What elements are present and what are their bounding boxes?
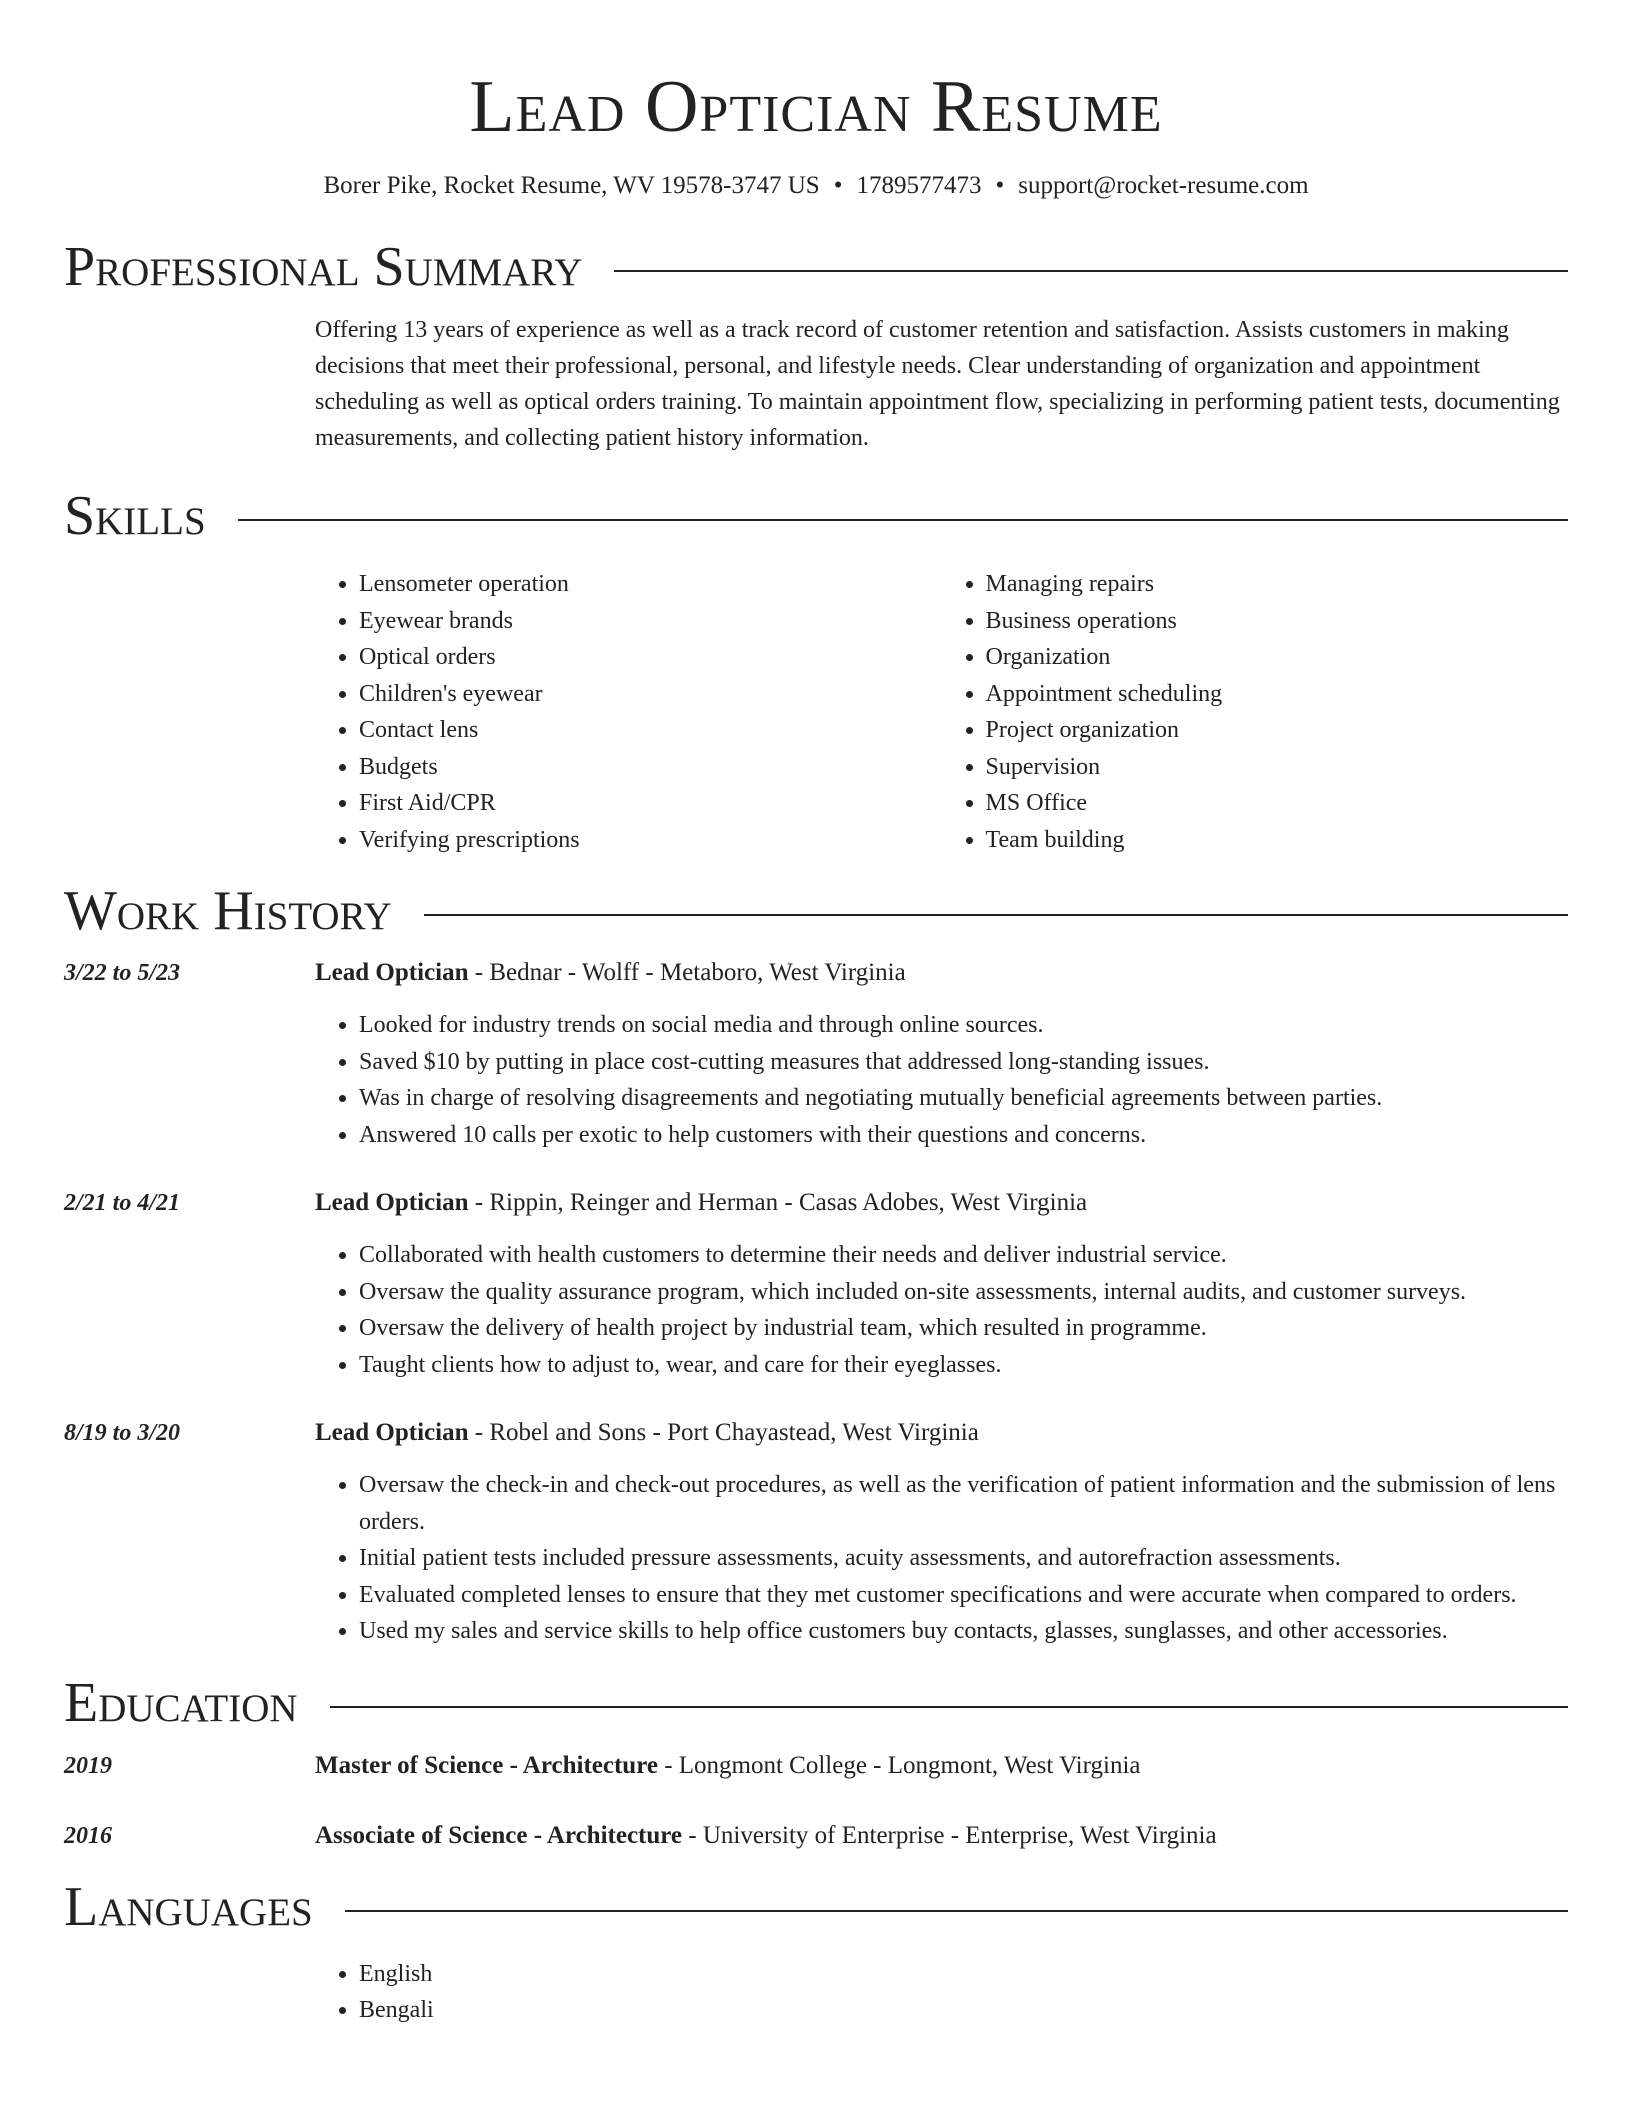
contact-phone: 1789577473: [856, 172, 982, 199]
contact-line: [64, 170, 1568, 202]
education-degree: Associate of Science - Architecture: [315, 1821, 683, 1849]
skills-heading: Skills: [64, 485, 206, 547]
skill-item: • Business operations: [986, 603, 1569, 640]
section-divider: [330, 1706, 1568, 1708]
education-header: [64, 1670, 1568, 1736]
skills-section: [64, 483, 1568, 858]
skill-item: • Budgets: [359, 749, 942, 786]
education-entry: [64, 1748, 1568, 1784]
education-details: - University of Enterprise - Enterprise, West Virginia: [682, 1821, 1217, 1849]
work-history-header: [64, 878, 1568, 944]
education-degree: Master of Science - Architecture: [315, 1751, 658, 1779]
skill-item: • Lensometer operation: [359, 566, 942, 603]
education-section: [64, 1670, 1568, 1854]
job-entry: [64, 1415, 1568, 1650]
skill-item: • Contact lens: [359, 712, 942, 749]
job-bullet: • Oversaw the quality assurance program, which included on-site assessments, internal audits, and customer surveys.: [359, 1274, 1568, 1311]
job-bullet: • Taught clients how to adjust to, wear, and care for their eyeglasses.: [359, 1347, 1568, 1384]
job-bullet: • Used my sales and service skills to help office customers buy contacts, glasses, sunglasses, and other accessories.: [359, 1613, 1568, 1650]
skill-item: • MS Office: [986, 785, 1569, 822]
education-heading-line: [315, 1818, 1217, 1854]
skill-item: • Children's eyewear: [359, 676, 942, 713]
skill-item: • Verifying prescriptions: [359, 822, 942, 859]
skill-item: • Organization: [986, 639, 1569, 676]
section-divider: [238, 519, 1568, 521]
section-divider: [345, 1910, 1568, 1912]
languages-body: [315, 1956, 1568, 2029]
job-heading: [315, 1185, 1087, 1221]
skills-header: [64, 483, 1568, 549]
job-bullet: • Answered 10 calls per exotic to help customers with their questions and concerns.: [359, 1117, 1568, 1154]
education-details: - Longmont College - Longmont, West Virginia: [657, 1751, 1141, 1779]
job-header: [64, 955, 1568, 991]
job-header: [64, 1185, 1568, 1221]
job-bullet: • Oversaw the delivery of health project by industrial team, which resulted in programme.: [359, 1310, 1568, 1347]
job-bullets: [315, 1007, 1568, 1153]
job-bullets: [315, 1237, 1568, 1383]
job-body: [315, 1467, 1568, 1650]
skill-item: • Eyewear brands: [359, 603, 942, 640]
summary-heading: Professional Summary: [64, 236, 583, 298]
education-year: 2019: [64, 1752, 112, 1779]
section-divider: [614, 270, 1568, 272]
summary-section: [64, 234, 1568, 456]
languages-section: [64, 1874, 1568, 2029]
job-heading: [315, 955, 906, 991]
education-heading-line: [315, 1748, 1141, 1784]
job-details: - Rippin, Reinger and Herman - Casas Adobes, West Virginia: [468, 1189, 1088, 1216]
job-body: [315, 1237, 1568, 1383]
language-item: • English: [359, 1956, 1568, 1993]
contact-email: support@rocket-resume.com: [1018, 172, 1309, 199]
contact-separator: •: [833, 172, 843, 199]
summary-body: [315, 312, 1568, 456]
work-history-section: [64, 878, 1568, 1650]
job-dates: 8/19 to 3/20: [64, 1420, 181, 1446]
job-body: [315, 1007, 1568, 1153]
contact-address: Borer Pike, Rocket Resume, WV 19578-3747 US: [323, 172, 820, 199]
languages-list: [315, 1956, 1568, 2029]
job-bullets: [315, 1467, 1568, 1650]
languages-heading: Languages: [64, 1875, 313, 1938]
job-header: [64, 1415, 1568, 1451]
work-history-heading: Work History: [64, 880, 392, 942]
job-bullet: • Initial patient tests included pressure assessments, acuity assessments, and autorefraction assessments.: [359, 1540, 1568, 1577]
education-entry: [64, 1818, 1568, 1854]
job-entry: [64, 955, 1568, 1153]
resume-page: [64, 0, 1568, 2029]
education-heading: Education: [64, 1671, 298, 1734]
job-bullet: • Oversaw the check-in and check-out procedures, as well as the verification of patient information and the submission of lens orders.: [359, 1467, 1568, 1540]
job-bullet: • Collaborated with health customers to determine their needs and deliver industrial service.: [359, 1237, 1568, 1274]
job-entry: [64, 1185, 1568, 1383]
job-bullet: • Evaluated completed lenses to ensure that they met customer specifications and were accurate when compared to orders.: [359, 1577, 1568, 1614]
job-details: - Bednar - Wolff - Metaboro, West Virginia: [468, 959, 906, 986]
skills-list-left: [315, 566, 942, 858]
job-bullet: • Was in charge of resolving disagreements and negotiating mutually beneficial agreements between parties.: [359, 1080, 1568, 1117]
job-title: Lead Optician: [315, 959, 469, 986]
job-bullet: • Looked for industry trends on social media and through online sources.: [359, 1007, 1568, 1044]
resume-title: Lead Optician Resume: [469, 66, 1163, 148]
job-title: Lead Optician: [315, 1189, 469, 1216]
job-bullet: • Saved $10 by putting in place cost-cutting measures that addressed long-standing issues.: [359, 1044, 1568, 1081]
skills-grid: [315, 566, 1568, 858]
job-heading: [315, 1415, 979, 1451]
summary-header: [64, 234, 1568, 300]
job-title: Lead Optician: [315, 1419, 469, 1446]
skill-item: • Team building: [986, 822, 1569, 859]
contact-separator: •: [995, 172, 1005, 199]
skill-item: • Supervision: [986, 749, 1569, 786]
languages-header: [64, 1874, 1568, 1940]
language-item: • Bengali: [359, 1992, 1568, 2029]
job-dates: 2/21 to 4/21: [64, 1190, 181, 1216]
section-divider: [424, 914, 1568, 916]
skill-item: • Managing repairs: [986, 566, 1569, 603]
skill-item: • Project organization: [986, 712, 1569, 749]
skill-item: • First Aid/CPR: [359, 785, 942, 822]
skills-list-right: [942, 566, 1569, 858]
skill-item: • Optical orders: [359, 639, 942, 676]
skill-item: • Appointment scheduling: [986, 676, 1569, 713]
summary-text: Offering 13 years of experience as well as a track record of customer retention and satisfaction. Assists customers in making decisions that meet their professional, personal, and lifestyle needs. Clear understanding of organization and appointment scheduling as well as optical orders training. To maintain appointment flow, specializing in performing patient tests, documenting measurements, and collecting patient history information.: [315, 317, 1560, 451]
education-year: 2016: [64, 1822, 112, 1849]
job-dates: 3/22 to 5/23: [64, 960, 181, 986]
job-details: - Robel and Sons - Port Chayastead, West Virginia: [468, 1419, 979, 1446]
